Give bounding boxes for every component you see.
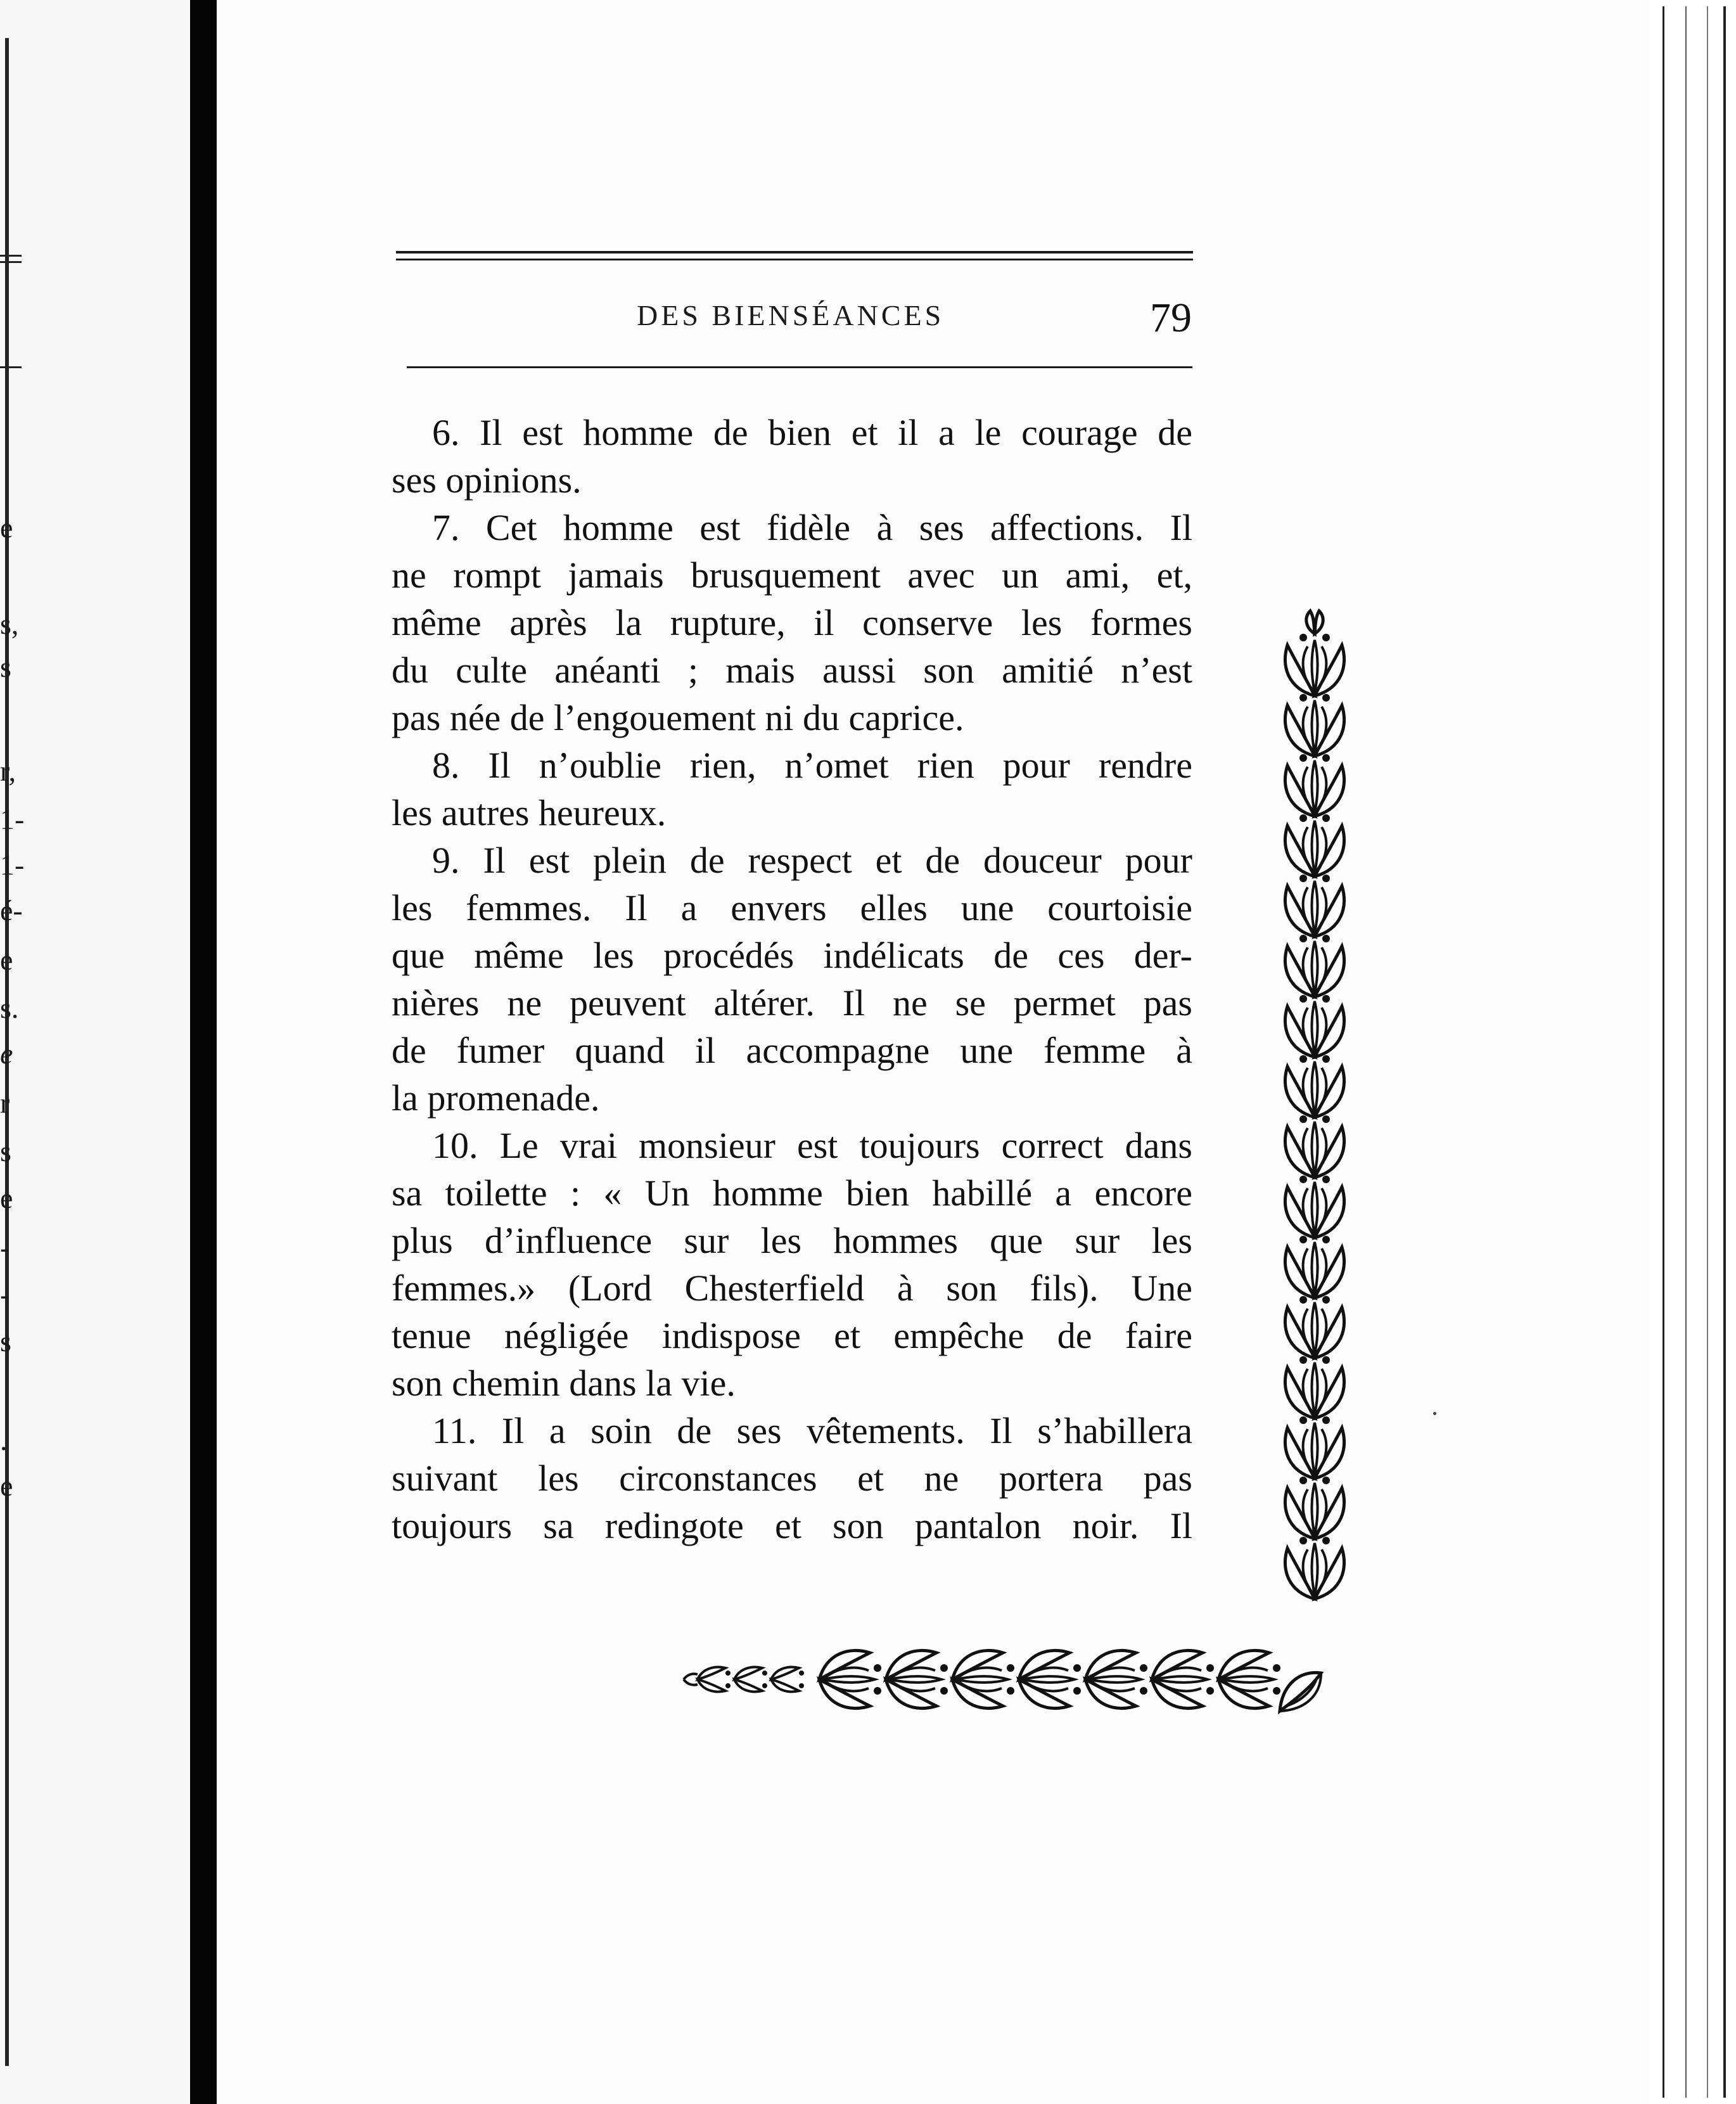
facing-page-fragment: r [0,1087,10,1119]
text-line: du culte anéanti ; mais aussi son amitié n’est [392,650,1192,691]
facing-page-fragment: - [0,1231,10,1264]
facing-page-fragment: 1- [0,849,25,881]
text-line: femmes.» (Lord Chesterfield à son fils). Une [392,1267,1192,1309]
facing-page-fragment: e [0,1470,13,1502]
page-edge-stack [1649,0,1736,2104]
text-line: 7. Cet homme est fidèle à ses affections. Il [432,507,1192,548]
facing-page-rule [0,261,22,263]
facing-page-fragment: s. [0,992,19,1024]
text-line: les femmes. Il a envers elles une courtoisie [392,887,1192,928]
facing-page-fragment: . [0,1424,8,1456]
facing-page-fragment: 1- [0,803,25,835]
text-line: 11. Il a soin de ses vêtements. Il s’habillera [432,1410,1192,1451]
facing-page-left [0,0,190,2104]
facing-page-fragment: é- [0,894,23,927]
facing-page-fragment: s [0,651,11,683]
text-line: nières ne peuvent altérer. Il ne se permet pas [392,982,1192,1023]
laurel-corner-icon [1280,1672,1321,1711]
facing-page-fragment: - [0,1278,10,1311]
facing-page-text-fragments [0,0,25,2104]
page-speck [1433,1412,1436,1415]
facing-page-fragment: e [0,944,13,976]
text-line: pas née de l’engouement ni du caprice. [392,697,964,738]
facing-page-fragment: s [0,1135,11,1167]
header-rule-top-second [396,259,1193,260]
text-line: même après la rupture, il conserve les formes [392,602,1192,643]
facing-page-rule [0,366,22,368]
text-line: tenue négligée indispose et empêche de faire [392,1315,1192,1356]
book-spine-gutter [190,0,217,2104]
text-line: les autres heureux. [392,792,667,833]
facing-page-fragment: e [0,1182,13,1214]
header-rule-top [396,251,1193,253]
facing-page-fragment: e [0,511,13,544]
header-rule-bottom [407,366,1192,368]
text-line: 9. Il est plein de respect et de douceur pour [432,840,1192,881]
page-number: 79 [1150,295,1192,341]
text-line: ses opinions. [392,459,582,501]
text-line: 10. Le vrai monsieur est toujours correct dans [432,1125,1192,1166]
text-line: toujours sa redingote et son pantalon noir. Il [392,1505,1192,1546]
text-line: 8. Il n’oublie rien, n’omet rien pour rendre [432,745,1192,786]
body-text [392,409,1192,1549]
page-edge-line [1685,6,1687,2098]
facing-page-fragment: s, [0,608,19,640]
text-line: que même les procédés indélicats de ces der- [392,935,1192,976]
page-edge-line [1707,6,1708,2098]
text-line: suivant les circonstances et ne portera pas [392,1458,1192,1499]
laurel-ornament-vertical [1273,608,1356,1622]
text-line: plus d’influence sur les hommes que sur les [392,1220,1192,1261]
page-edge-line [1663,6,1664,2098]
page-edge-line [1723,6,1726,2098]
laurel-tip-icon [684,1674,698,1684]
facing-page-rule [0,255,22,257]
text-line: ne rompt jamais brusquement avec un ami, et, [392,555,1192,596]
facing-page-fragment: r, [0,755,16,787]
text-line: la promenade. [392,1077,600,1119]
text-line: son chemin dans la vie. [392,1363,736,1404]
text-line: 6. Il est homme de bien et il a le courage de [432,412,1192,453]
text-line: sa toilette : « Un homme bien habillé a encore [392,1172,1192,1214]
running-head: DES BIENSÉANCES [637,299,945,331]
text-line: de fumer quand il accompagne une femme à [392,1030,1192,1071]
facing-page-fragment: s [0,1325,11,1357]
facing-page-fragment: e [0,1037,13,1070]
laurel-ornament-horizontal [681,1635,1346,1724]
laurel-tip-icon [1306,611,1323,634]
